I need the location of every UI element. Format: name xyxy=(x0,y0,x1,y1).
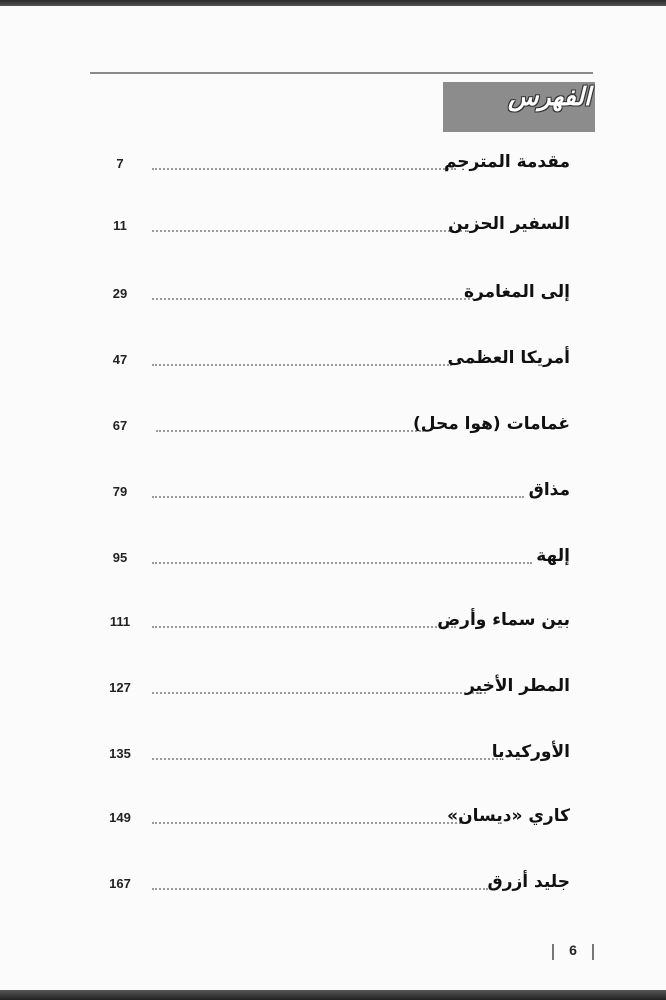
toc-entry[interactable] xyxy=(100,806,570,836)
toc-entry[interactable] xyxy=(100,610,570,640)
toc-title: إلهة xyxy=(536,546,570,566)
toc-dot-leader xyxy=(152,626,456,628)
toc-page-number: 79 xyxy=(112,484,128,499)
toc-dot-leader xyxy=(152,298,482,300)
toc-title: إلى المغامرة xyxy=(463,282,570,302)
toc-dot-leader xyxy=(152,168,456,170)
toc-dot-leader xyxy=(156,430,424,432)
toc-title: بين سماء وأرض xyxy=(437,610,570,630)
toc-page-number: 111 xyxy=(109,614,131,629)
toc-page-number: 167 xyxy=(109,876,131,891)
toc-dot-leader xyxy=(152,562,532,564)
toc-page-number: 11 xyxy=(113,218,127,233)
document-page xyxy=(0,6,666,990)
toc-page-number: 135 xyxy=(109,746,131,761)
toc-title: مذاق xyxy=(528,480,570,500)
toc-title: أمريكا العظمى xyxy=(447,348,570,368)
toc-entry[interactable] xyxy=(100,348,570,378)
toc-title: جليد أزرق xyxy=(487,872,570,892)
toc-title: السفير الحزين xyxy=(448,214,570,234)
toc-entry[interactable] xyxy=(100,742,570,772)
toc-page-number: 29 xyxy=(112,286,128,301)
toc-entry[interactable] xyxy=(100,214,570,244)
toc-title: الأوركيديا xyxy=(491,742,570,762)
toc-entry[interactable] xyxy=(100,676,570,706)
toc-title: المطر الأخير xyxy=(465,676,570,696)
toc-title: كاري «ديسان» xyxy=(447,806,570,826)
title-block xyxy=(443,82,595,132)
toc-dot-leader xyxy=(152,496,524,498)
toc-dot-leader xyxy=(152,364,452,366)
toc-page-number: 95 xyxy=(112,550,128,565)
header-rule xyxy=(90,72,593,74)
toc-entry[interactable] xyxy=(100,414,570,444)
toc-entry[interactable] xyxy=(100,282,570,312)
toc-dot-leader xyxy=(152,230,462,232)
page-number-right-bar xyxy=(592,944,594,960)
page-number-text: 6 xyxy=(569,942,577,958)
page-title: الفهرس xyxy=(507,82,591,111)
page-number xyxy=(552,942,594,962)
toc-title: مقدمة المترجم xyxy=(443,152,570,172)
toc-entry[interactable] xyxy=(100,546,570,576)
toc-dot-leader xyxy=(152,822,464,824)
bottom-frame-bar xyxy=(0,990,666,1000)
toc-page-number: 47 xyxy=(112,352,128,367)
toc-page-number: 67 xyxy=(112,418,128,433)
toc-entry[interactable] xyxy=(100,480,570,510)
toc-dot-leader xyxy=(152,692,486,694)
toc-page-number: 7 xyxy=(116,156,124,171)
toc-entry[interactable] xyxy=(100,152,570,182)
page-number-left-bar xyxy=(552,944,554,960)
toc-title: غمامات (هوا محل) xyxy=(413,414,570,434)
toc-dot-leader xyxy=(152,758,498,760)
toc-dot-leader xyxy=(152,888,488,890)
toc-page-number: 127 xyxy=(109,680,131,695)
toc-entry[interactable] xyxy=(100,872,570,902)
toc-page-number: 149 xyxy=(109,810,131,825)
